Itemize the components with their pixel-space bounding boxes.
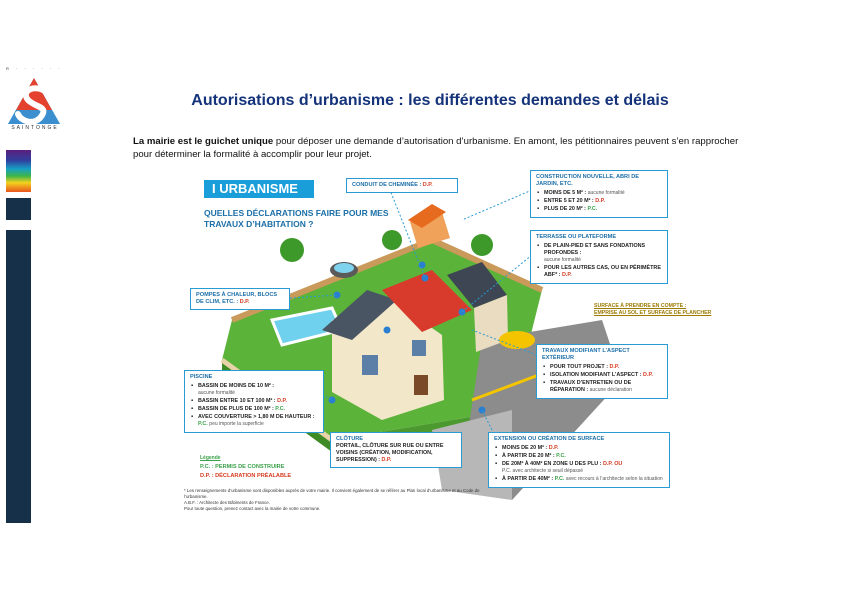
extension-item: ▪ DE 20M² À 40M² EN ZONE U DES PLU : D.P. OU P.C. avec architecte si seuil dépassé [494, 461, 664, 475]
dark-band-tall [6, 230, 31, 523]
fence-code: D.P. [381, 457, 392, 463]
terrace-item: ▪ POUR LES AUTRES CAS, OU EN PÉRIMÈTRE ABF* : D.P. [536, 265, 662, 279]
pool-item: ▪ BASSIN DE MOINS DE 10 M² : aucune formalité [190, 383, 318, 397]
intro-text: pour déposer une demande d’autorisation d’urbanisme. En amont, les pétitionnaires peuvent s’en rapprocher pour déterminer la formalité à accomplir pour leur projet. [133, 136, 739, 160]
legend-dp: D.P. : DÉCLARATION PRÉALABLE [200, 473, 292, 479]
construction-item: ▪ MOINS DE 5 M² : aucune formalité [536, 190, 662, 197]
intro-bold: La mairie est le guichet unique [133, 136, 274, 147]
chimney-title: CONDUIT DE CHEMINÉE : [352, 182, 422, 188]
intro-paragraph [133, 135, 753, 161]
fence-text: PORTAIL, CLÔTURE SUR RUE OU ENTRE VOISINS (CRÉATION, MODIFICATION, SUPPRESSION) : [336, 443, 444, 463]
exterior-title: TRAVAUX MODIFIANT L’ASPECT EXTÉRIEUR [542, 348, 630, 361]
chimney-box [346, 178, 458, 193]
exterior-box [536, 344, 668, 399]
pool-title: PISCINE [190, 374, 213, 380]
terrace-box [530, 230, 668, 284]
construction-box [530, 170, 668, 218]
org-top-text: R · · · · · · [6, 66, 63, 71]
extension-item: ▪ MOINS DE 20 M² : D.P. [494, 445, 664, 452]
construction-title: CONSTRUCTION NOUVELLE, ABRI DE JARDIN, ETC. [536, 174, 639, 187]
exterior-item: ▪ TRAVAUX D’ENTRETIEN OU DE RÉPARATION : aucune déclaration [542, 380, 662, 394]
extension-item: ▪ À PARTIR DE 40M² : P.C. avec recours à l’architecte selon la situation [494, 476, 664, 483]
infographic-question: QUELLES DÉCLARATIONS FAIRE POUR MES TRAVAUX D’HABITATION ? [204, 208, 389, 229]
heat-pump-code: D.P. [239, 299, 250, 305]
org-name: SAINTONGE [11, 125, 59, 131]
urbanisme-banner: I URBANISME [204, 180, 314, 198]
footnote: * Les renseignements d’urbanisme sont disponibles auprès de votre mairie. Il convient également de se référer au Plan local d’urbanisme et au Code de l’urbanisme. A.B.F. : Architecte des Bâtiments de France. Pour toute question, prenez contact avec la mairie de votre commune. [184, 488, 480, 511]
extension-box [488, 432, 670, 488]
exterior-item: ▪ POUR TOUT PROJET : D.P. [542, 364, 662, 371]
surface-note: SURFACE À PRENDRE EN COMPTE : EMPRISE AU SOL ET SURFACE DE PLANCHER [594, 303, 712, 316]
terrace-item: ▪ DE PLAIN-PIED ET SANS FONDATIONS PROFONDES : aucune formalité [536, 243, 662, 264]
legend-title: Légende [200, 455, 221, 461]
pool-box [184, 370, 324, 433]
terrace-title: TERRASSE OU PLATEFORME [536, 234, 617, 240]
pool-item: ▪ BASSIN DE PLUS DE 100 M² : P.C. [190, 406, 318, 413]
urbanism-infographic [182, 170, 722, 520]
exterior-item: ▪ ISOLATION MODIFIANT L’ASPECT : D.P. [542, 372, 662, 379]
page-title: Autorisations d’urbanisme : les différentes demandes et délais [191, 92, 669, 109]
org-logo [6, 76, 62, 128]
construction-item: ▪ PLUS DE 20 M² : P.C. [536, 206, 662, 213]
pool-item: ▪ BASSIN ENTRE 10 ET 100 M² : D.P. [190, 398, 318, 405]
legend-pc: P.C. : PERMIS DE CONSTRUIRE [200, 464, 285, 470]
legend [200, 454, 350, 481]
extension-item: ▪ À PARTIR DE 20 M² : P.C. [494, 453, 664, 460]
extension-title: EXTENSION OU CRÉATION DE SURFACE [494, 436, 605, 442]
color-band [6, 150, 31, 192]
heat-pump-box [190, 288, 290, 310]
pool-item: ▪ AVEC COUVERTURE > 1,80 M DE HAUTEUR : P.C. peu importe la superficie [190, 414, 318, 428]
fence-title: CLÔTURE [336, 436, 364, 442]
construction-item: ▪ ENTRE 5 ET 20 M² : D.P. [536, 198, 662, 205]
dark-band-small [6, 198, 31, 220]
chimney-code: D.P. [422, 182, 433, 188]
heat-pump-title: POMPES À CHALEUR, BLOCS DE CLIM, ETC. : [196, 292, 278, 305]
